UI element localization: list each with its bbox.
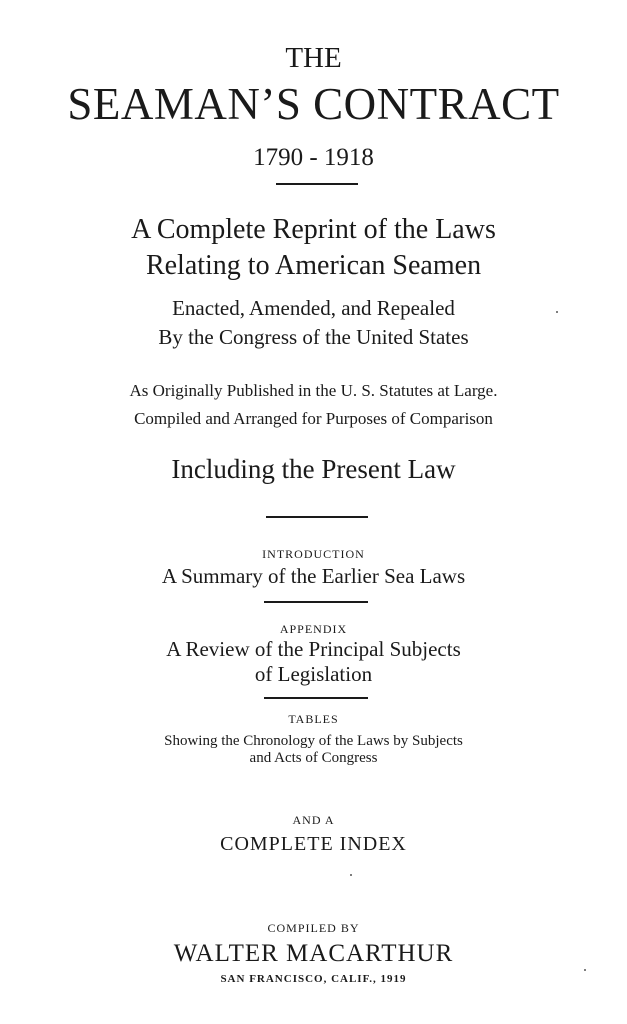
year-range: 1790 - 1918: [253, 144, 374, 171]
author-name: WALTER MACARTHUR: [173, 940, 454, 967]
print-speck: [584, 969, 586, 971]
divider-rule: [276, 183, 358, 185]
main-title: SEAMAN’S CONTRACT: [67, 79, 560, 129]
published-line-2: Compiled and Arranged for Purposes of Comparison: [134, 409, 493, 428]
print-speck: [556, 311, 558, 313]
introduction-label: INTRODUCTION: [262, 547, 365, 561]
compiled-by-label: COMPILED BY: [267, 921, 360, 935]
divider-rule: [264, 601, 368, 603]
present-law-heading: Including the Present Law: [171, 454, 456, 484]
appendix-label: APPENDIX: [279, 622, 348, 636]
title-the: THE: [285, 42, 342, 74]
divider-rule: [266, 516, 368, 518]
tables-label: TABLES: [288, 712, 339, 726]
publisher-imprint: SAN FRANCISCO, CALIF., 1919: [220, 973, 407, 985]
enacted-line-1: Enacted, Amended, and Repealed: [172, 296, 455, 320]
tables-text-line-1: Showing the Chronology of the Laws by Subjects: [164, 733, 463, 749]
print-speck: [350, 874, 352, 876]
published-line-1: As Originally Published in the U. S. Statutes at Large.: [129, 381, 498, 400]
enacted-line-2: By the Congress of the United States: [158, 325, 469, 349]
complete-index-heading: COMPLETE INDEX: [220, 833, 407, 855]
and-a-label: AND A: [292, 813, 335, 827]
appendix-text-line-2: of Legislation: [254, 662, 373, 686]
divider-rule: [264, 697, 368, 699]
introduction-text: A Summary of the Earlier Sea Laws: [161, 564, 466, 588]
tables-text-line-2: and Acts of Congress: [249, 750, 378, 766]
appendix-text-line-1: A Review of the Principal Subjects: [166, 637, 461, 661]
subtitle-line-2: Relating to American Seamen: [145, 250, 482, 281]
subtitle-line-1: A Complete Reprint of the Laws: [131, 214, 496, 245]
